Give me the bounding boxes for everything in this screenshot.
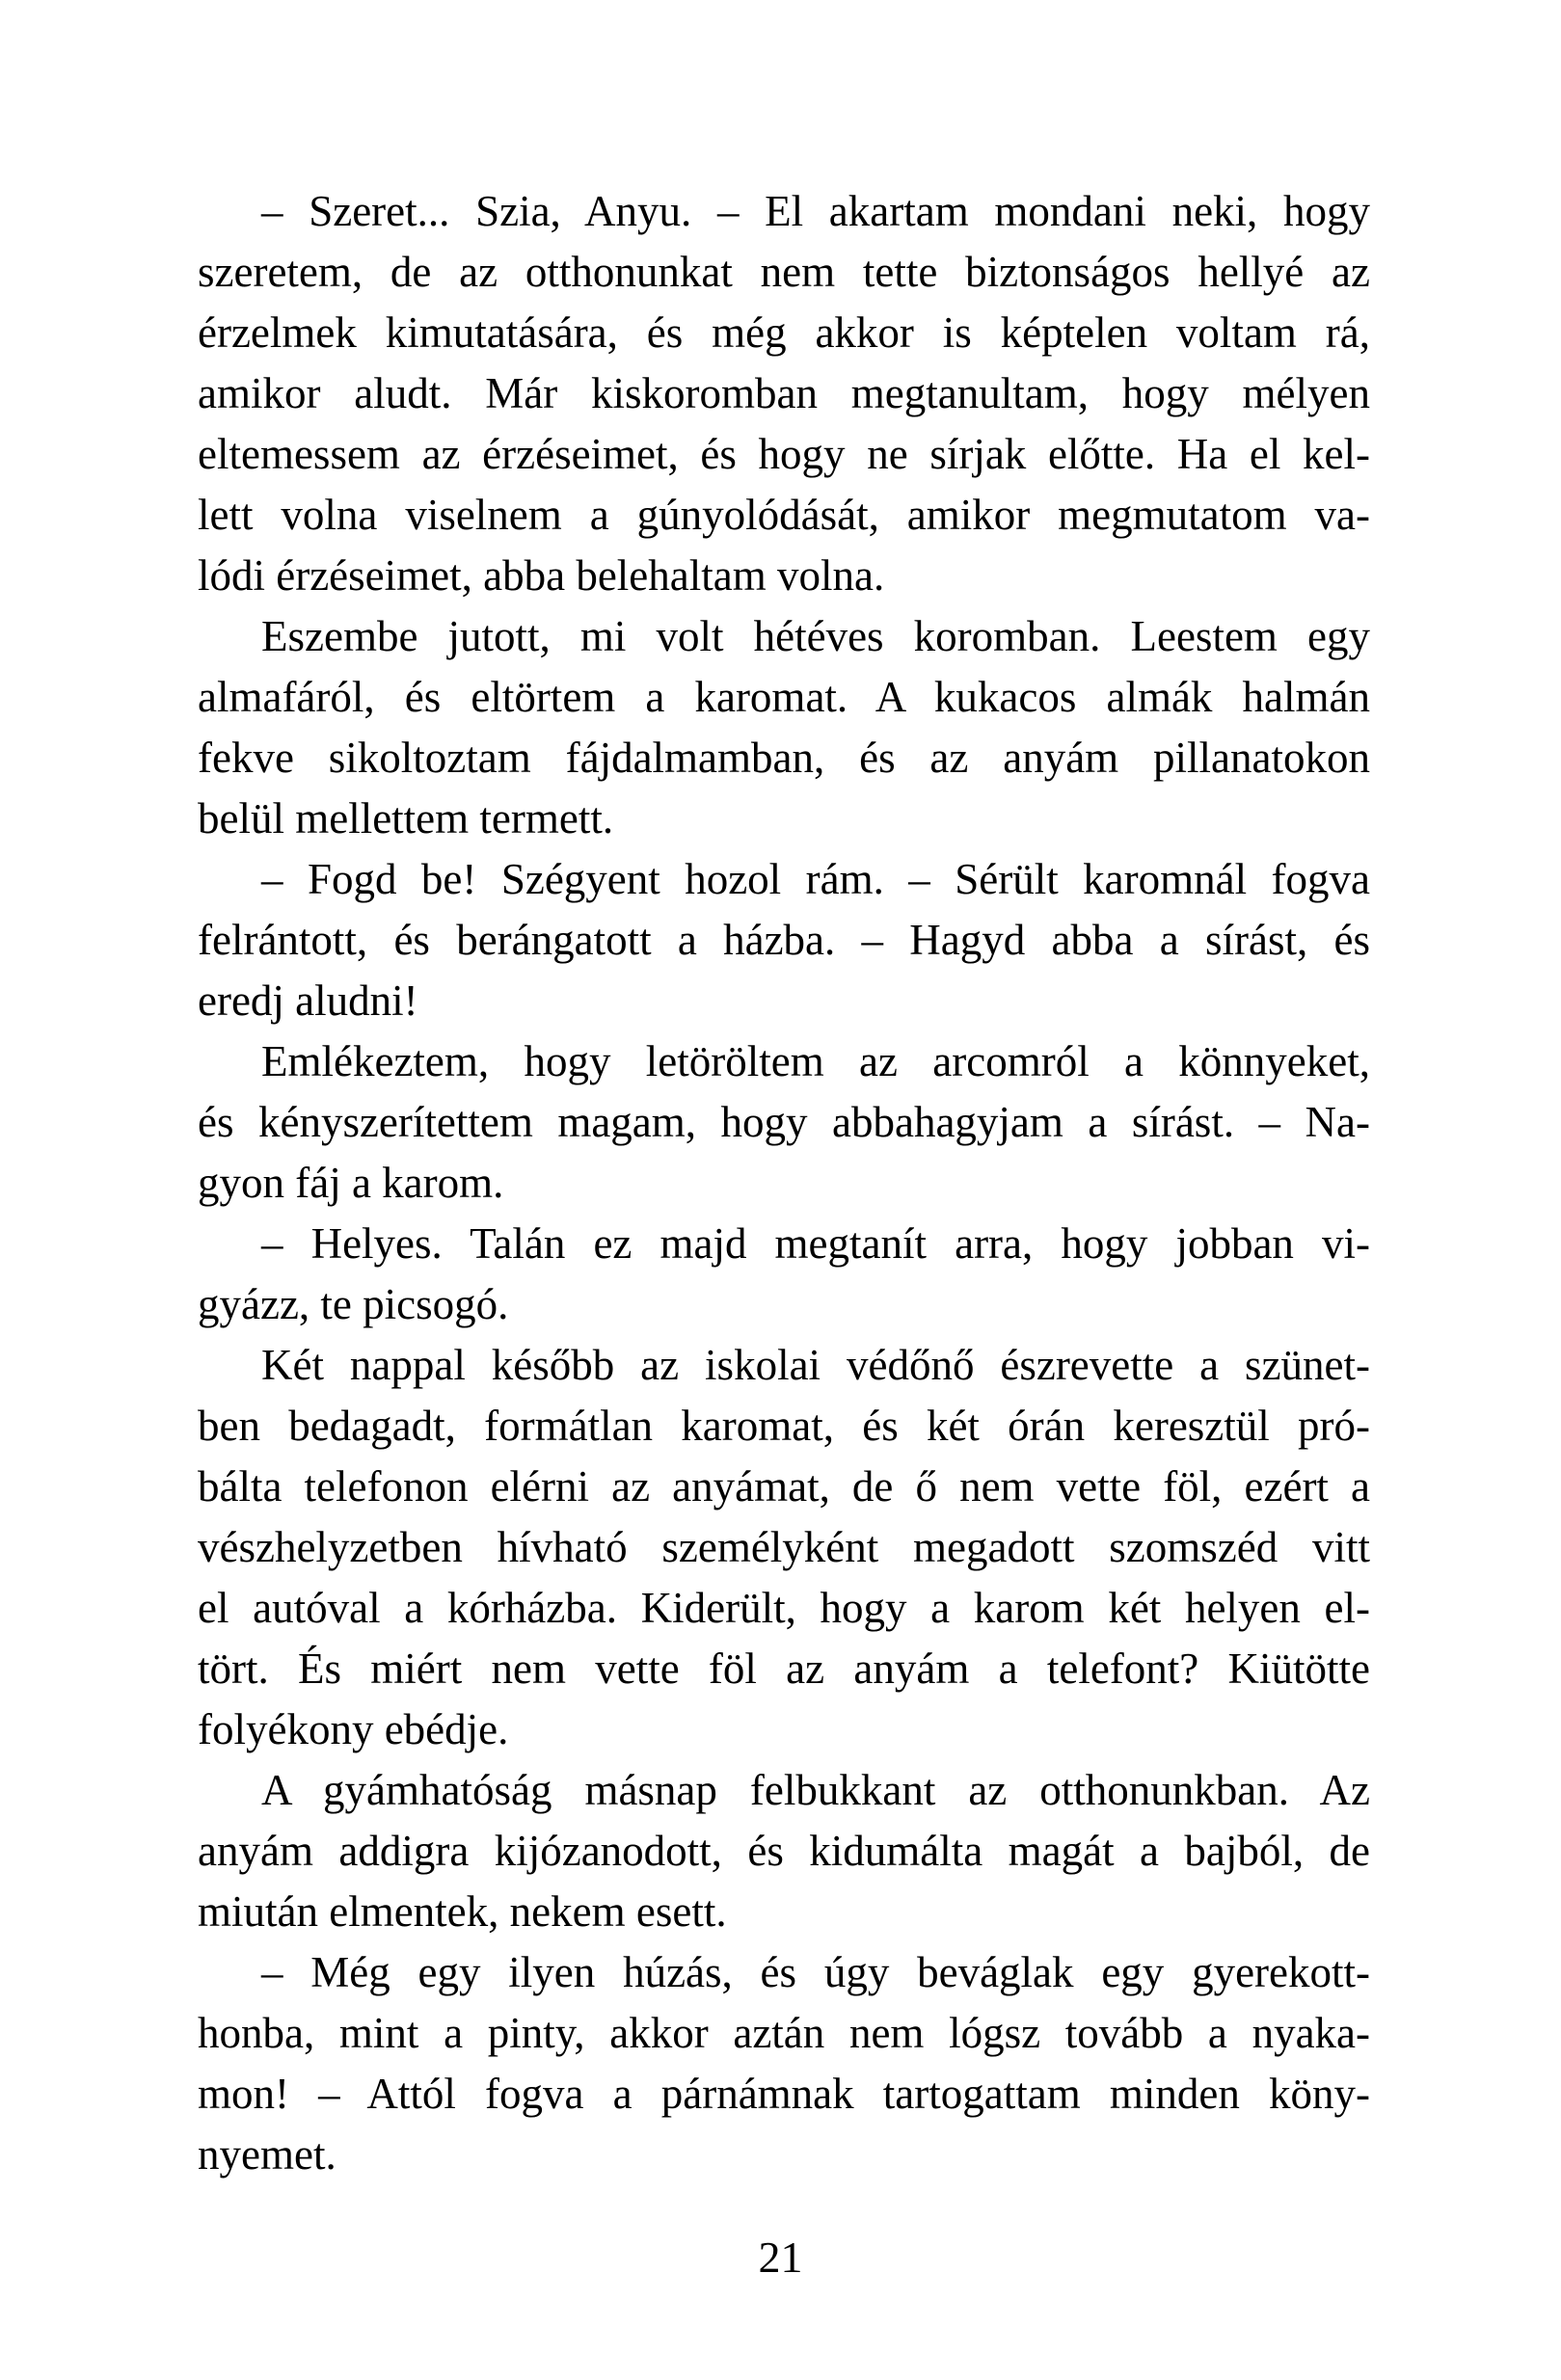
text-line: gyon fáj a karom. [198,1159,504,1207]
text-line: – Még egy ilyen húzás, és úgy beváglak egy gyerekott- [261,1948,1370,1996]
text-line: és kényszerítettem magam, hogy abbahagyjam a sírást. – Na- [198,1098,1370,1146]
text-line: – Helyes. Talán ez majd megtanít arra, hogy jobban vi- [261,1219,1370,1268]
text-line: vészhelyzetben hívható személyként megadott szomszéd vitt [198,1523,1370,1571]
text-line: ben bedagadt, formátlan karomat, és két órán keresztül pró- [198,1402,1370,1450]
text-line: Két nappal később az iskolai védőnő észrevette a szünet- [261,1341,1370,1389]
text-line: bálta telefonon elérni az anyámat, de ő nem vette föl, ezért a [198,1462,1370,1511]
text-line: Eszembe jutott, mi volt hétéves koromban. Leestem egy [261,612,1370,660]
text-line: eltemessem az érzéseimet, és hogy ne sírjak előtte. Ha el kel- [198,430,1370,478]
text-line: – Fogd be! Szégyent hozol rám. – Sérült karomnál fogva [261,855,1370,903]
page-number: 21 [758,2233,803,2282]
text-line: – Szeret... Szia, Anyu. – El akartam mondani neki, hogy [261,187,1370,235]
text-line: amikor aludt. Már kiskoromban megtanultam, hogy mélyen [198,369,1370,417]
text-line: folyékony ebédje. [198,1705,509,1753]
text-line: szeretem, de az otthonunkat nem tette biztonságos hellyé az [198,248,1370,296]
text-line: érzelmek kimutatására, és még akkor is képtelen voltam rá, [198,308,1370,357]
text-line: miután elmentek, nekem esett. [198,1887,727,1936]
text-line: anyám addigra kijózanodott, és kidumálta magát a bajból, de [198,1827,1370,1875]
text-line: almafáról, és eltörtem a karomat. A kukacos almák halmán [198,673,1370,721]
text-line: el autóval a kórházba. Kiderült, hogy a karom két helyen el- [198,1584,1370,1632]
body-text [198,181,1370,2185]
text-line: tört. És miért nem vette föl az anyám a telefont? Kiütötte [198,1645,1370,1693]
text-line: Emlékeztem, hogy letöröltem az arcomról a könnyeket, [261,1037,1370,1085]
text-line: lódi érzéseimet, abba belehaltam volna. [198,551,885,600]
text-line: fekve sikoltoztam fájdalmamban, és az anyám pillanatokon [198,734,1370,782]
text-line: eredj aludni! [198,976,418,1025]
text-line: lett volna viselnem a gúnyolódását, amikor megmutatom va- [198,491,1370,539]
text-line: honba, mint a pinty, akkor aztán nem lógsz tovább a nyaka- [198,2009,1370,2057]
text-line: gyázz, te picsogó. [198,1280,509,1328]
text-line: mon! – Attól fogva a párnámnak tartogattam minden köny- [198,2070,1370,2118]
text-line: felrántott, és berángatott a házba. – Hagyd abba a sírást, és [198,916,1370,964]
text-line: A gyámhatóság másnap felbukkant az otthonunkban. Az [261,1766,1370,1814]
text-line: nyemet. [198,2130,336,2179]
text-line: belül mellettem termett. [198,794,614,842]
